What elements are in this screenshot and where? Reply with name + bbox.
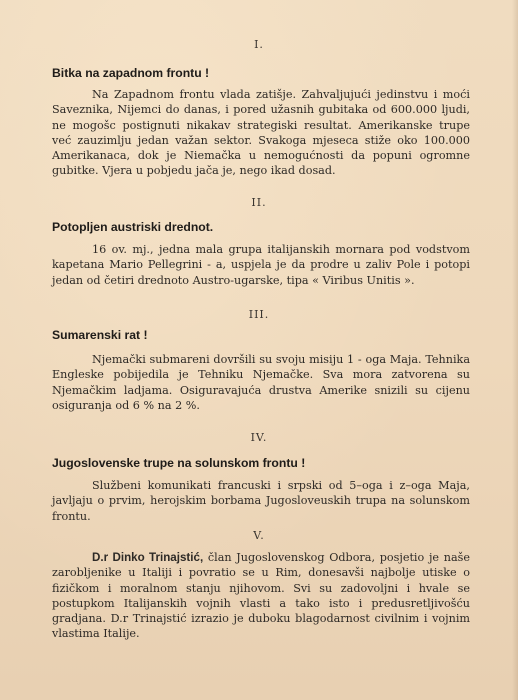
section-numeral-4: IV. — [250, 431, 268, 444]
section-numeral-2: II. — [251, 196, 267, 209]
section-numeral-1: I. — [254, 38, 264, 51]
section-heading-1: Bitka na zapadnom frontu ! — [52, 66, 210, 80]
section-text-1: Na Zapadnom frontu vlada zatišje. Zahvaljujući jedinstvu i moći Saveznika, Nijemci do danas, i pored užasnih gubitaka od 600.000 ljudi, ne mogošc postignuti nikakav strategiski resultat. Amerikanske trupe već zauzimlju jedan važan sektor. Svakoga mjeseca stiže oko 100.000 Amerikanaca, dok je Niemačka u nemogućnosti da popuni ogromne gubitke. Vjera u pobjedu jača je, nego ikad dosad. — [52, 88, 470, 178]
section-text-5 — [52, 550, 470, 642]
section-text-2: 16 ov. mj., jedna mala grupa italijanskih mornara pod vodstvom kapetana Mario Pellegrini - a, uspjela je da prodre u zaliv Pole i potopi jedan od četiri drednoto Austro-ugarske, tipa « Viribus Unitis ». — [52, 243, 470, 287]
section-text-4: Službeni komunikati francuski i srpski od 5–oga i z–oga Maja, javljaju o prvim, herojskim borbama Jugosloveuskih trupa na solunskom frontu. — [52, 479, 470, 523]
section-numeral-5: V. — [253, 529, 265, 542]
section-heading-2: Potopljen austriski drednot. — [52, 220, 214, 234]
section-heading-3: Sumarenski rat ! — [52, 328, 148, 342]
section-numeral-3: III. — [248, 308, 270, 321]
page-edge-shadow — [512, 0, 518, 700]
section-heading-4: Jugoslovenske trupe na solunskom frontu ! — [52, 456, 306, 470]
section-text-3: Njemački submareni dovršili su svoju misiju 1 - oga Maja. Tehnika Engleske pobijedila je Tehniku Njemačke. Sva mora zatvorena su Njemačkim ladjama. Osiguravajuća drustva Amerike snizili su cijenu osiguranja od 6 % na 2 %. — [52, 353, 470, 412]
section-name-5: D.r Dinko Trinajstić, — [92, 551, 204, 564]
section-text-5-body: član Jugoslovenskog Odbora, posjetio je naše zarobljenike u Italiji i povratio se u Rim, donesavši najbolje utiske o fizičkom i moralnom stanju njihovom. Svi su zadovoljni i hvale se postupkom Italijanskih vojnih vlasti a tako isto i predusretljivošću gradjana. D.r Trinajstić izrazio je duboku blagodarnost civilnim i vojnim vlastima Italije. — [52, 551, 470, 641]
